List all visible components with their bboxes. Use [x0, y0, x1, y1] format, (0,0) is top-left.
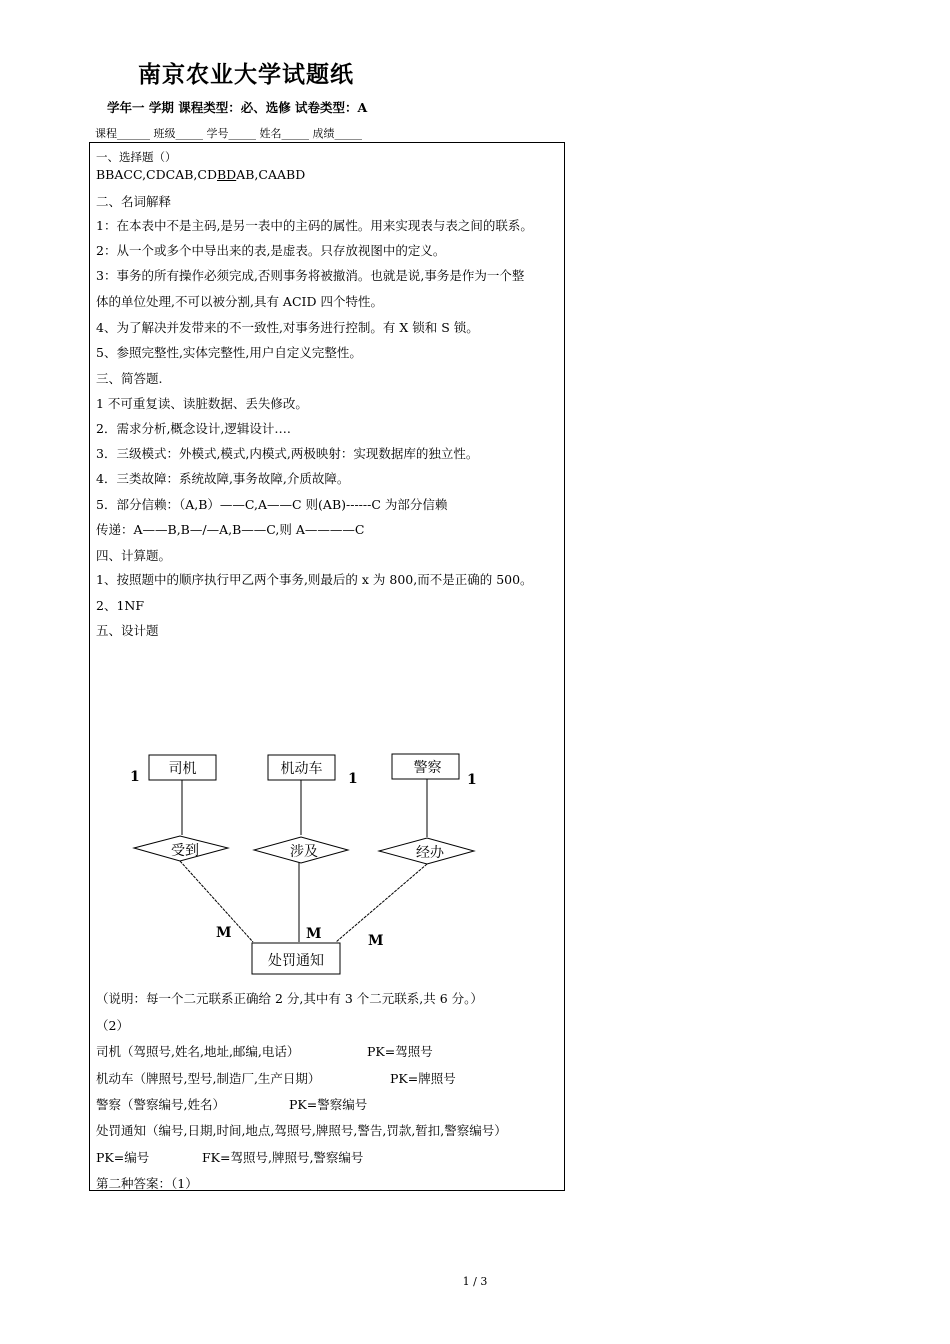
- exam-subtitle: 学年一 学期 课程类型：必、选修 试卷类型：A: [107, 100, 368, 115]
- section-4-heading: 四、计算题。: [96, 548, 172, 563]
- section-5-heading: 五、设计题: [96, 623, 159, 638]
- page-number: 1 / 3: [462, 1275, 488, 1288]
- short-answer-1: 1 不可重复读、读脏数据、丢失修改。: [96, 396, 308, 411]
- short-answer-4: 4．三类故障：系统故障,事务故障,介质故障。: [96, 471, 350, 486]
- student-info-line: 课程______ 班级_____ 学号_____ 姓名_____ 成绩_____: [95, 127, 362, 140]
- term-answer-1: 1：在本表中不是主码,是另一表中的主码的属性。用来实现表与表之间的联系。: [96, 218, 533, 233]
- section-2-heading: 二、名词解释: [96, 194, 172, 209]
- choice-answers-part1: BBACC,CDCAB,CD: [96, 167, 217, 182]
- short-answer-3: 3．三级模式：外模式,模式,内模式,两极映射：实现数据库的独立性。: [96, 446, 479, 461]
- relation-police-pk: PK=警察编号: [289, 1097, 368, 1112]
- entity-police-label: 警察: [413, 760, 442, 776]
- short-answer-5-line2: 传递：A——B,B—/—A,B——C,则 A————C: [96, 522, 365, 537]
- relation-driver: 司机（驾照号,姓名,地址,邮编,电话）: [96, 1044, 300, 1059]
- relation-police: 警察（警察编号,姓名）: [96, 1097, 225, 1112]
- section-3-heading: 三、简答题.: [96, 371, 163, 386]
- part-2-label: （2）: [96, 1018, 129, 1033]
- term-answer-4: 4、为了解决并发带来的不一致性,对事务进行控制。有 X 锁和 S 锁。: [96, 320, 479, 335]
- answer-content-box: [89, 142, 565, 1191]
- short-answer-5-line1: 5．部分信赖：（A,B）——C,A——C 则(AB)------C 为部分信赖: [96, 497, 448, 512]
- term-answer-3-line1: 3：事务的所有操作必须完成,否则事务将被撤消。也就是说,事务是作为一个整: [96, 268, 525, 283]
- section-1-heading: 一、选择题（）: [96, 150, 177, 164]
- short-answer-2: 2．需求分析,概念设计,逻辑设计….: [96, 421, 291, 436]
- entity-vehicle-label: 机动车: [280, 761, 323, 777]
- relation-notice-fk: FK=驾照号,牌照号,警察编号: [202, 1150, 364, 1165]
- term-answer-3-line2: 体的单位处理,不可以被分割,具有 ACID 四个特性。: [96, 294, 383, 309]
- choice-answers-underlined: BD: [216, 167, 237, 182]
- term-answer-5: 5、参照完整性,实体完整性,用户自定义完整性。: [96, 345, 362, 360]
- cardinality-m-receive: M: [216, 925, 232, 941]
- term-answer-2: 2：从一个或多个中导出来的表,是虚表。只存放视图中的定义。: [96, 243, 446, 258]
- grading-note: （说明：每一个二元联系正确给 2 分,其中有 3 个二元联系,共 6 分。）: [96, 991, 483, 1006]
- relationship-involve-label: 涉及: [290, 844, 318, 860]
- relation-notice-pk: PK=编号: [96, 1150, 150, 1165]
- er-diagram: [90, 143, 566, 983]
- relationship-handle-label: 经办: [416, 845, 444, 861]
- relation-notice: 处罚通知（编号,日期,时间,地点,驾照号,牌照号,警告,罚款,暂扣,警察编号）: [96, 1123, 507, 1138]
- cardinality-1-vehicle: 1: [348, 771, 358, 787]
- cardinality-m-handle: M: [368, 933, 384, 949]
- cardinality-1-driver: 1: [130, 769, 140, 785]
- cardinality-1-police: 1: [467, 772, 477, 788]
- relation-driver-pk: PK=驾照号: [367, 1044, 433, 1059]
- choice-answers-part2: AB,CAABD: [236, 167, 306, 182]
- page-title: 南京农业大学试题纸: [138, 62, 354, 88]
- calc-answer-1: 1、按照题中的顺序执行甲乙两个事务,则最后的 x 为 800,而不是正确的 500。: [96, 572, 533, 587]
- alternative-answer-heading: 第二种答案：（1）: [96, 1176, 198, 1191]
- line-handle-notice: [336, 864, 427, 942]
- relation-vehicle: 机动车（牌照号,型号,制造厂,生产日期）: [96, 1071, 321, 1086]
- entity-driver-label: 司机: [168, 761, 197, 777]
- cardinality-m-involve: M: [306, 926, 322, 942]
- calc-answer-2: 2、1NF: [96, 598, 145, 613]
- relationship-receive-label: 受到: [171, 843, 199, 859]
- entity-notice-label: 处罚通知: [268, 953, 324, 969]
- relation-vehicle-pk: PK=牌照号: [390, 1071, 456, 1086]
